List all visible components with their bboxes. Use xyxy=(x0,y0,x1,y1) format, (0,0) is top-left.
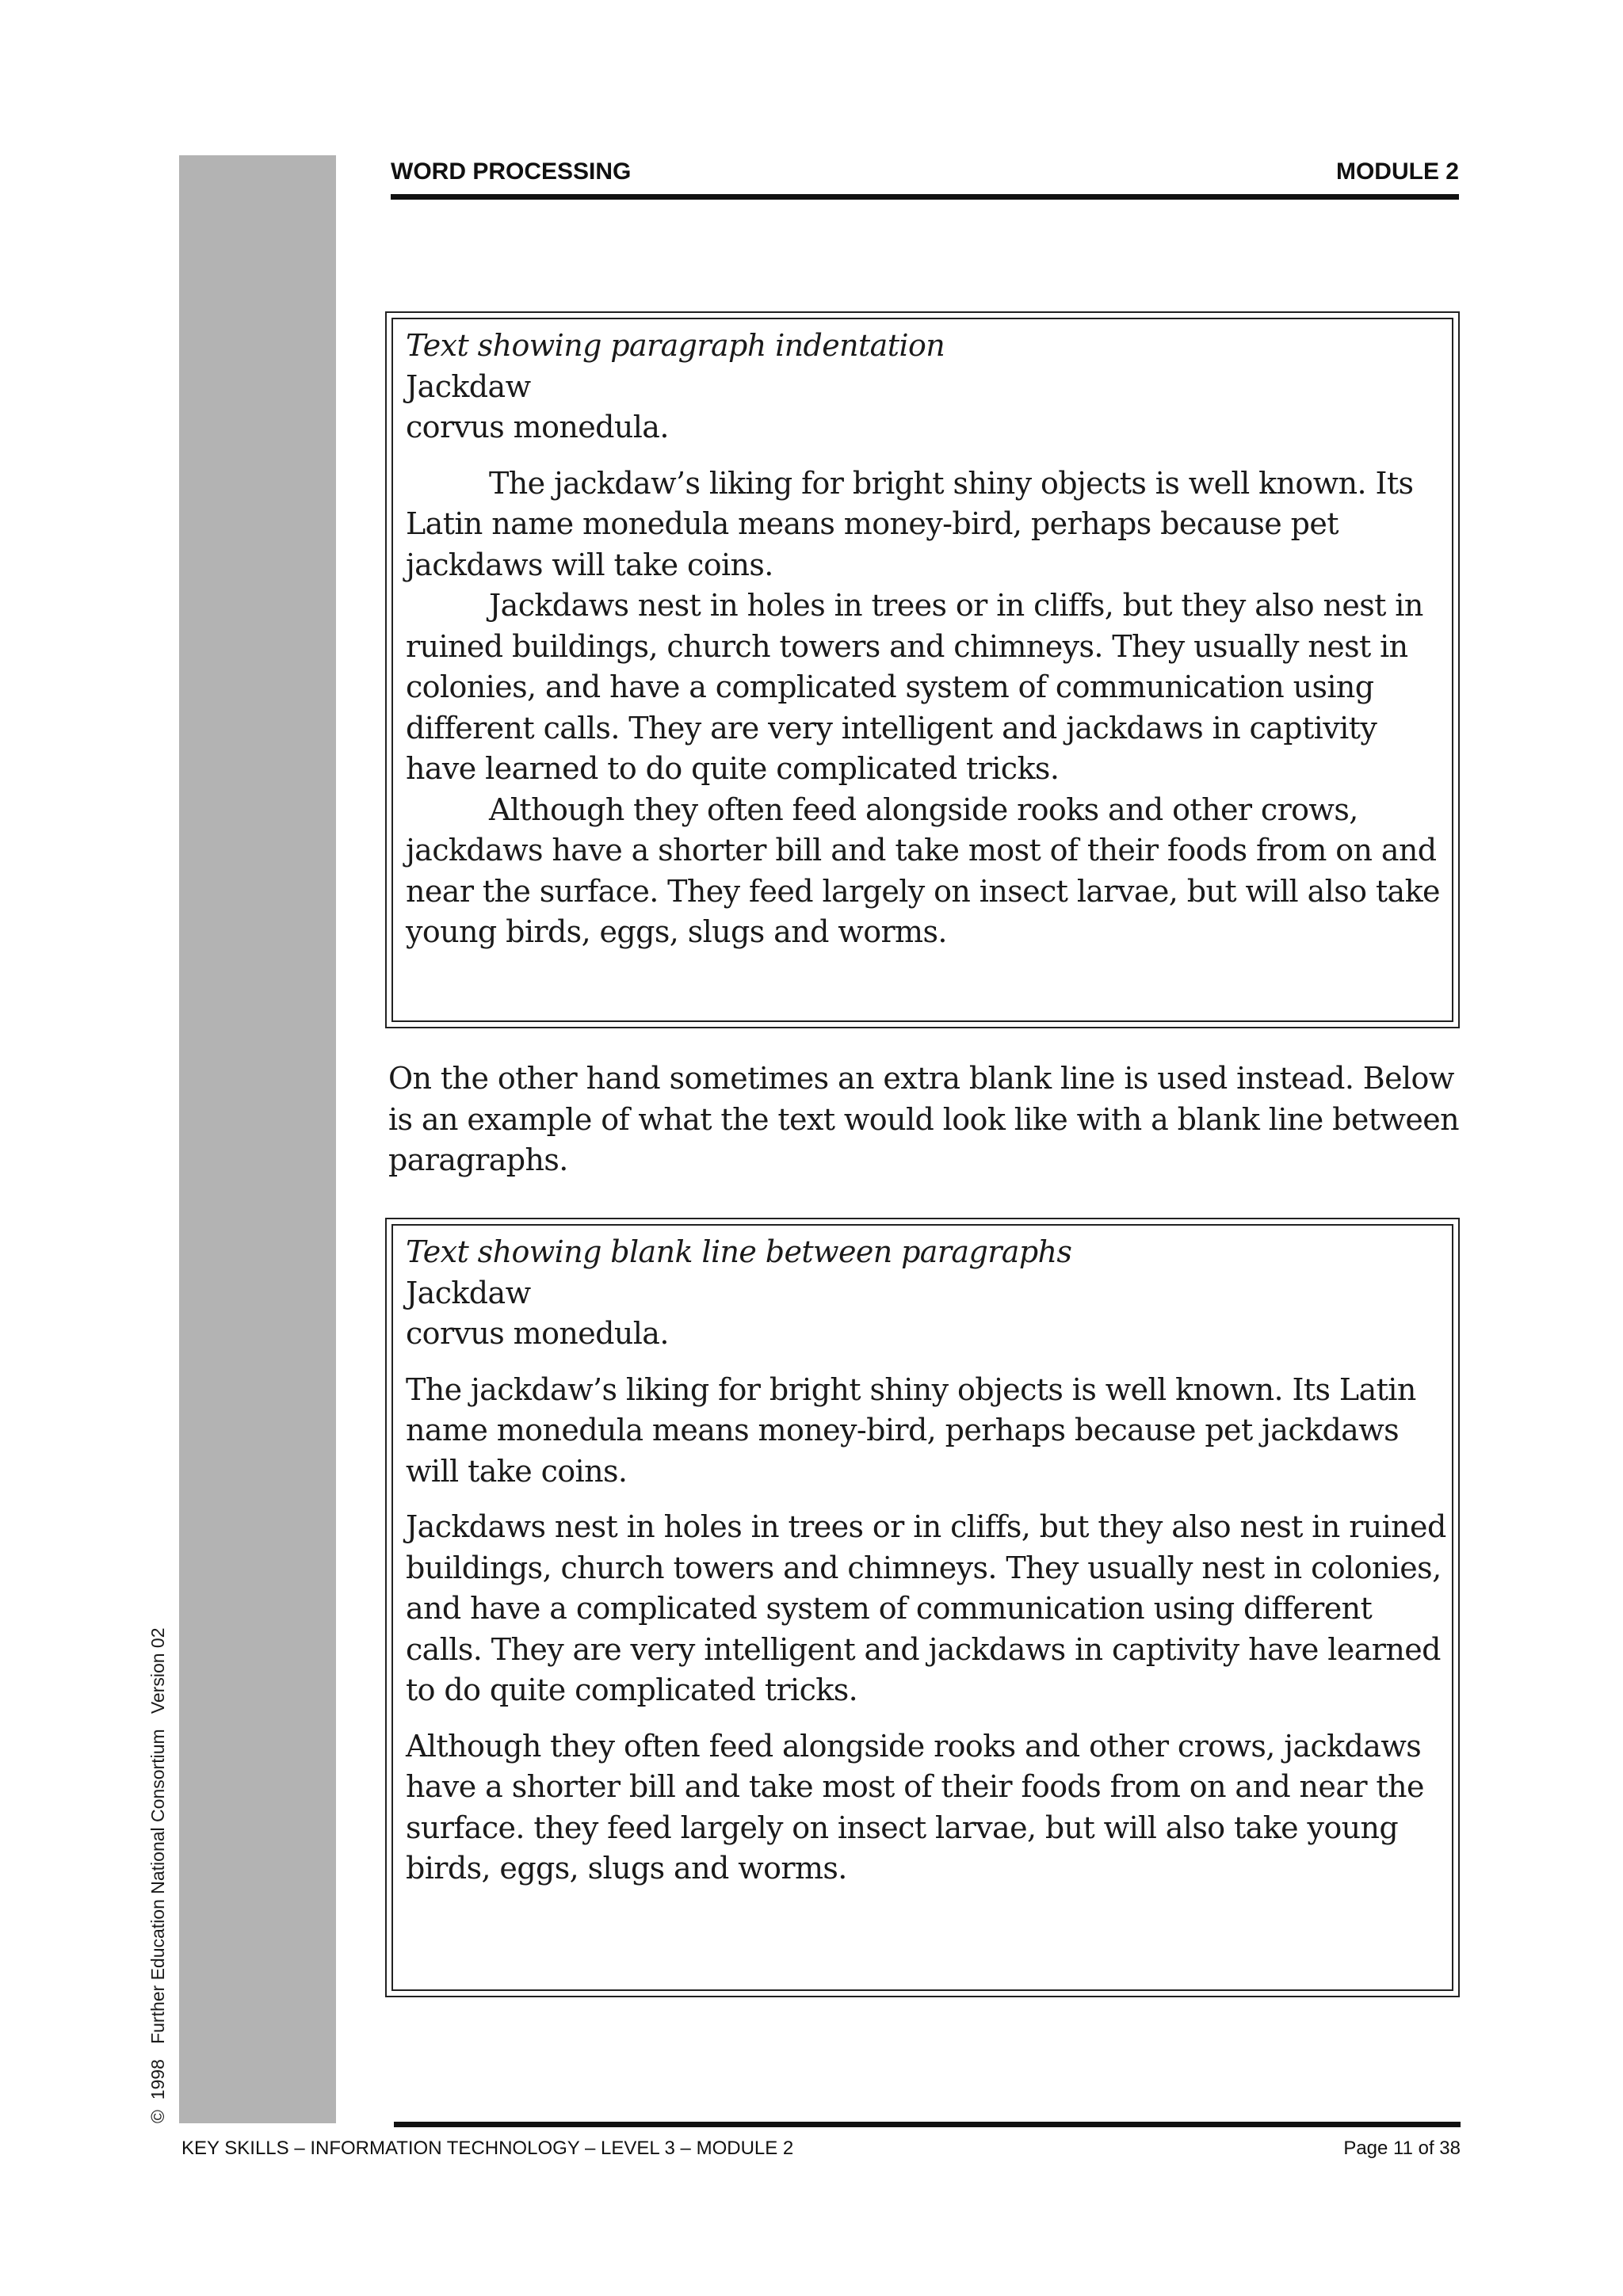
box-caption: Text showing paragraph indentation xyxy=(406,328,945,363)
header-module: MODULE 2 xyxy=(1335,158,1459,185)
box-content xyxy=(406,326,1449,953)
page-number: Page 11 of 38 xyxy=(1343,2138,1461,2159)
paragraph: Although they often feed alongside rooks and other crows, jackdaws have a shorter bill and take most of their foods from on and near the surface. They feed largely on insect larvae, but will also take young birds, eggs, slugs and worms. xyxy=(406,791,1440,949)
page-footer xyxy=(181,2136,1461,2161)
subtitle-line: corvus monedula. xyxy=(406,410,669,444)
subtitle-line: corvus monedula. xyxy=(406,1316,669,1351)
title-line: Jackdaw xyxy=(406,368,531,404)
paragraph: Jackdaws nest in holes in trees or in cliffs, but they also nest in ruined buildings, church towers and chimneys. They usually nest in colonies, and have a complicated system of communication using different calls. They are very intelligent and jackdaws in captivity have learned to do quite complicated tricks. xyxy=(406,588,1423,786)
header-title: WORD PROCESSING xyxy=(391,158,632,185)
sidebar-band xyxy=(179,155,336,2123)
box-caption: Text showing blank line between paragraphs xyxy=(406,1234,1072,1269)
header-rule xyxy=(391,194,1459,200)
footer-rule xyxy=(394,2122,1461,2127)
title-line: Jackdaw xyxy=(406,1275,531,1310)
paragraph: Although they often feed alongside rooks and other crows, jackdaws have a shorter bill and take most of their foods from on and near the surface. they feed largely on insect larvae, but will also take young birds, eggs, slugs and worms. xyxy=(406,1728,1424,1886)
paragraph: The jackdaw’s liking for bright shiny objects is well known. Its Latin name monedula means money-bird, perhaps because pet jackdaws will take coins. xyxy=(406,1371,1416,1489)
paragraph: Jackdaws nest in holes in trees or in cliffs, but they also nest in ruined buildings, church towers and chimneys. They usually nest in colonies, and have a complicated system of communication using different calls. They are very intelligent and jackdaws in captivity have learned to do quite complicated tricks. xyxy=(406,1509,1446,1707)
blank-line-example-box xyxy=(385,1218,1460,1997)
indentation-example-box xyxy=(385,311,1460,1028)
page-header xyxy=(391,156,1459,188)
paragraph: The jackdaw’s liking for bright shiny objects is well known. Its Latin name monedula means money-bird, perhaps because pet jackdaws will take coins. xyxy=(406,465,1414,582)
box-content xyxy=(406,1232,1449,1890)
body-paragraph: On the other hand sometimes an extra blank line is used instead. Below is an example of what the text would look like with a blank line between paragraphs. xyxy=(388,1061,1459,1177)
copyright-notice: © 1998 Further Education National Consortium Version 02 xyxy=(147,1627,168,2123)
footer-course-title: KEY SKILLS – INFORMATION TECHNOLOGY – LEVEL 3 – MODULE 2 xyxy=(181,2138,794,2159)
